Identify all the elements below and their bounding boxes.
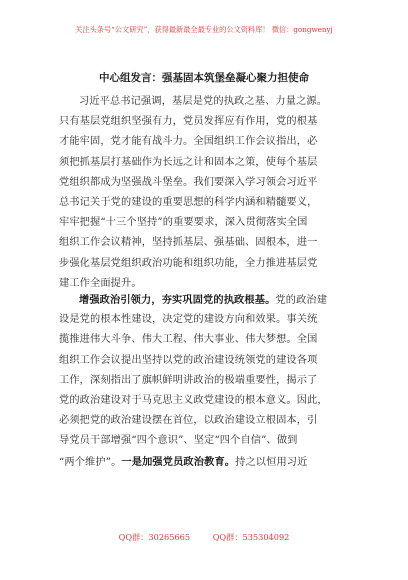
paragraph-line: 步强化基层党组织政治功能和组织功能，全力推进基层党 (59, 257, 318, 269)
paragraph-line: 总书记关于党的建设的重要思想的科学内涵和精髓要义， (59, 196, 318, 208)
paragraph-line (59, 290, 354, 310)
paragraph-line: 党的政治建设对于马克思主义政党建设的根本意义。因此， (59, 394, 328, 406)
qq-group-1: QQ群：30265665 (118, 532, 191, 542)
header-notice: 关注头条号“公文研究”，获得最新最全最专业的公文资料库！ 微信：gongwenyj (75, 25, 333, 34)
paragraph-line: 党组织都成为坚强战斗堡垒。我们要深入学习领会习近平 (59, 176, 318, 188)
document-title: 中心组发言：强基固本筑堡垒凝心聚力担使命 (99, 72, 309, 84)
paragraph-line: 习近平总书记强调，基层是党的执政之基、力量之源。 (79, 96, 328, 107)
paragraph-line: 牢牢把握“十三个坚持”的重要要求，深入贯彻落实全国 (59, 217, 308, 229)
qq-group-2: QQ群：535304092 (212, 532, 290, 542)
paragraph-line (59, 452, 354, 472)
paragraph-line: 必须把党的政治建设摆在首位，以政治建设立根固本，引 (59, 415, 318, 427)
paragraph-line: 组织工作会议精神，坚持抓基层、强基础、固根本，进一 (59, 237, 318, 249)
paragraph-line: 只有基层党组织坚强有力，党员发挥应有作用，党的根基 (59, 116, 318, 128)
paragraph-line: 工作，深刻指出了旗帜鲜明讲政治的极端重要性，揭示了 (59, 374, 318, 386)
subsection-heading: 一是加强党员政治教育。 (121, 455, 236, 468)
paragraph-text: 党的政治建 (275, 295, 328, 306)
paragraph-line: 设是党的根本性建设，决定党的建设方向和效果。事关统 (59, 314, 318, 326)
paragraph-text: “两个维护”。 (59, 456, 122, 468)
section-heading: 增强政治引领力，夯实巩固党的执政根基。 (79, 294, 276, 306)
paragraph-line: 才能牢固，党才能有战斗力。全国组织工作会议指出，必 (59, 136, 318, 148)
paragraph-line: 建工作全面提升。 (59, 277, 142, 289)
paragraph-1 (59, 92, 354, 294)
footer-contact (0, 532, 408, 543)
paragraph-line: 须把抓基层打基础作为长远之计和固本之策，使每个基层 (59, 156, 318, 168)
paragraph-line: 导党员干部增强“四个意识”、坚定“四个自信”、做到 (59, 435, 298, 447)
paragraph-text: 持之以恒用习近 (235, 456, 308, 468)
paragraph-line: 组织工作会议提出坚持以党的政治建设统领党的建设各项 (59, 354, 318, 366)
paragraph-line: 揽推进伟大斗争、伟大工程、伟大事业、伟大梦想。全国 (59, 334, 318, 346)
paragraph-2 (59, 290, 354, 472)
